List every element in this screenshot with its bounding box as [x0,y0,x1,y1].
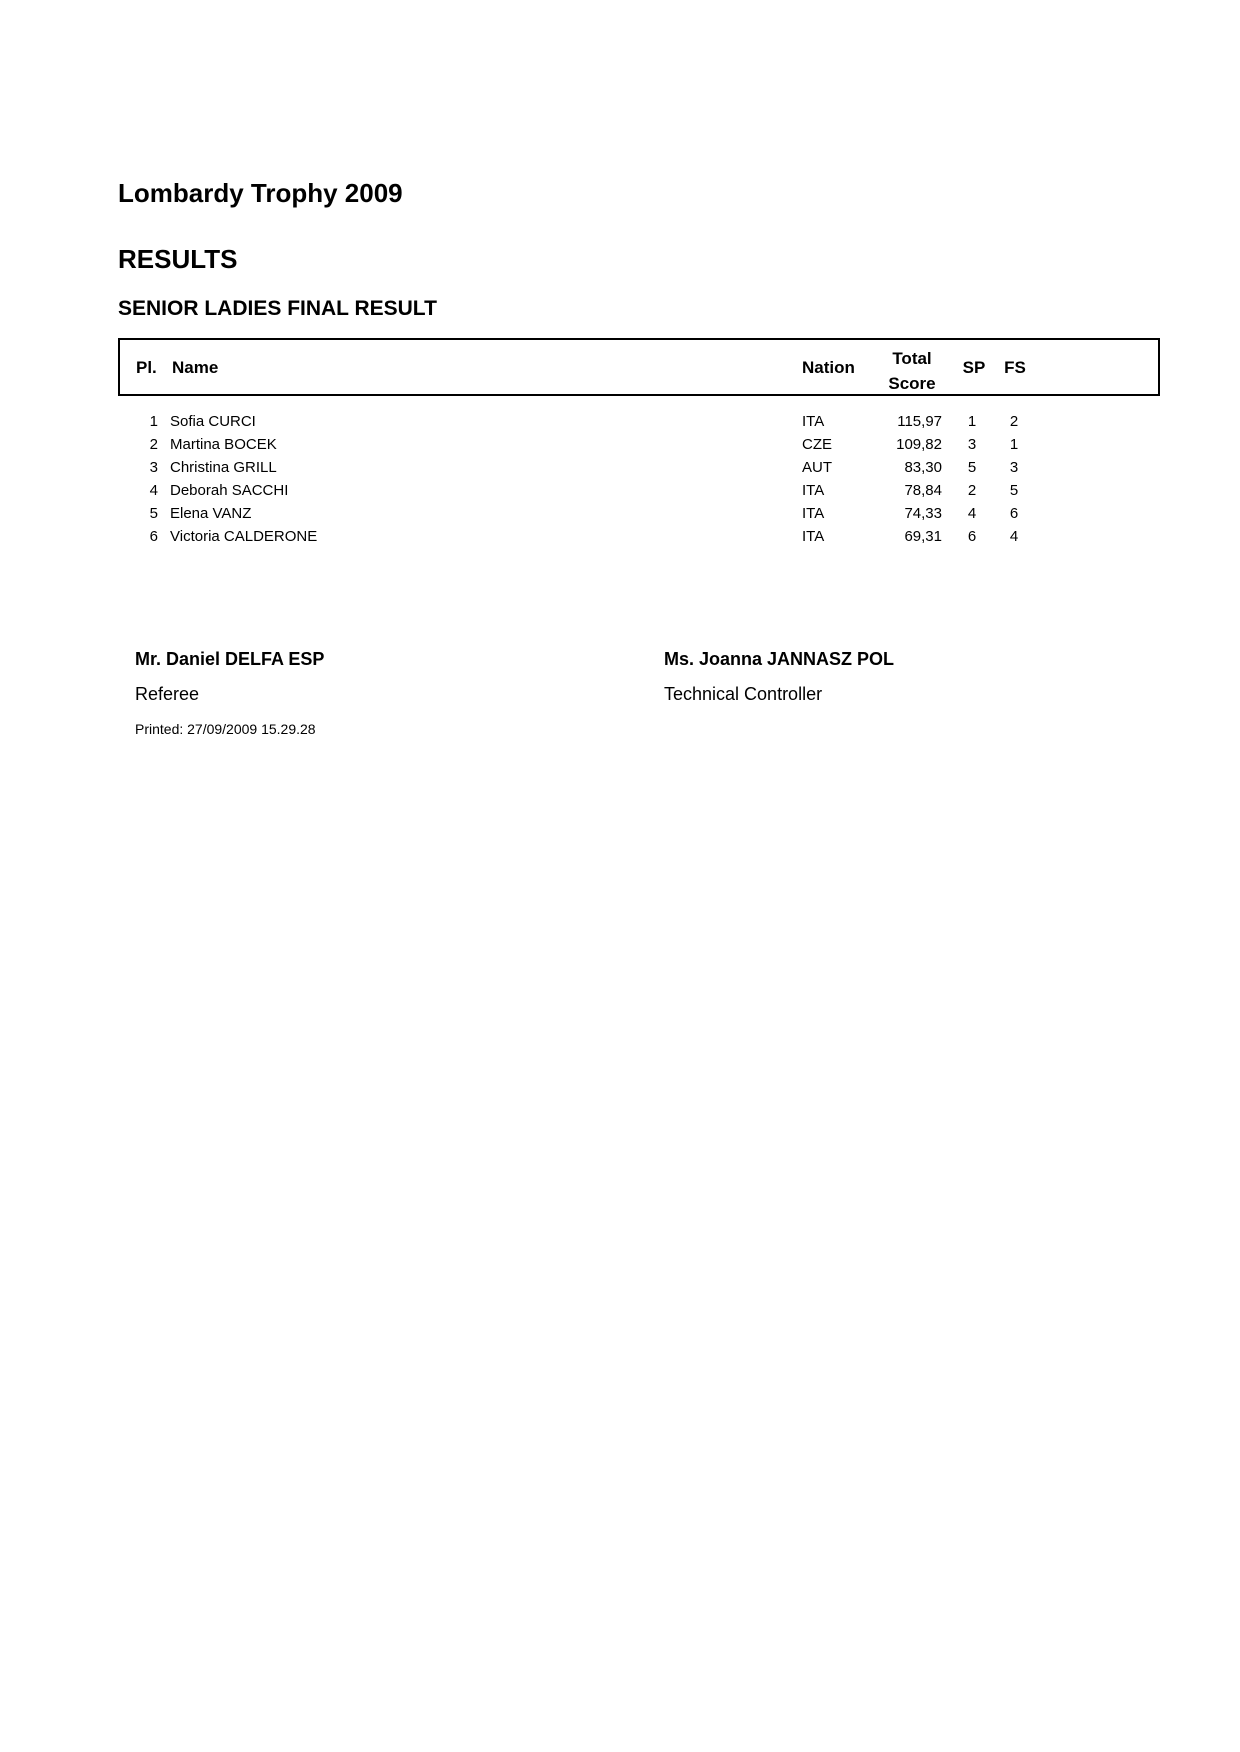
cell-name: Sofia CURCI [170,413,256,430]
table-row [118,479,1160,502]
referee-name: Mr. Daniel DELFA ESP [135,649,325,669]
cell-place: 2 [149,436,158,453]
cell-total-score: 74,33 [904,505,942,522]
cell-sp: 4 [967,505,977,522]
table-row [118,502,1160,525]
cell-name: Deborah SACCHI [170,482,289,499]
cell-nation: CZE [802,436,832,453]
cell-fs: 1 [1009,436,1019,453]
cell-fs: 3 [1009,459,1019,476]
cell-sp: 6 [967,528,977,545]
cell-fs: 6 [1009,505,1019,522]
cell-name: Elena VANZ [170,505,252,522]
cell-nation: ITA [802,482,825,499]
cell-total-score: 83,30 [904,459,942,476]
table-row [118,525,1160,548]
printed-timestamp: Printed: 27/09/2009 15.29.28 [135,721,316,737]
referee-role: Referee [135,684,200,704]
cell-nation: AUT [802,459,832,476]
cell-sp: 2 [967,482,977,499]
technical-controller-name: Ms. Joanna JANNASZ POL [664,649,895,669]
cell-nation: ITA [802,413,825,430]
column-header-fs: FS [1004,358,1026,377]
cell-nation: ITA [802,528,825,545]
total-label-line1: Total [892,349,932,368]
cell-nation: ITA [802,505,825,522]
cell-place: 3 [149,459,158,476]
column-header-nation: Nation [802,358,855,377]
cell-name: Martina BOCEK [170,436,277,453]
cell-fs: 5 [1009,482,1019,499]
cell-place: 4 [149,482,158,499]
column-header-sp: SP [962,358,986,377]
cell-place: 6 [149,528,158,545]
cell-place: 1 [149,413,158,430]
cell-total-score: 109,82 [896,436,942,453]
total-label-line2: Score [888,374,936,393]
column-header-place: Pl. [136,358,157,377]
cell-total-score: 78,84 [904,482,942,499]
results-table-body [118,410,1160,548]
cell-total-score: 69,31 [904,528,942,545]
cell-fs: 2 [1009,413,1019,430]
document-subtitle: RESULTS [118,244,238,274]
column-header-name: Name [172,358,219,377]
table-row [118,456,1160,479]
cell-name: Christina GRILL [170,459,277,476]
table-row [118,410,1160,433]
results-table-header [118,338,1160,396]
section-title: SENIOR LADIES FINAL RESULT [118,297,437,320]
technical-controller-role: Technical Controller [664,684,823,704]
cell-sp: 3 [967,436,977,453]
column-header-total-score [882,346,942,396]
table-row [118,433,1160,456]
cell-place: 5 [149,505,158,522]
cell-sp: 1 [967,413,977,430]
cell-total-score: 115,97 [897,413,942,430]
cell-fs: 4 [1009,528,1019,545]
cell-name: Victoria CALDERONE [170,528,318,545]
cell-sp: 5 [967,459,977,476]
document-title: Lombardy Trophy 2009 [118,178,403,208]
